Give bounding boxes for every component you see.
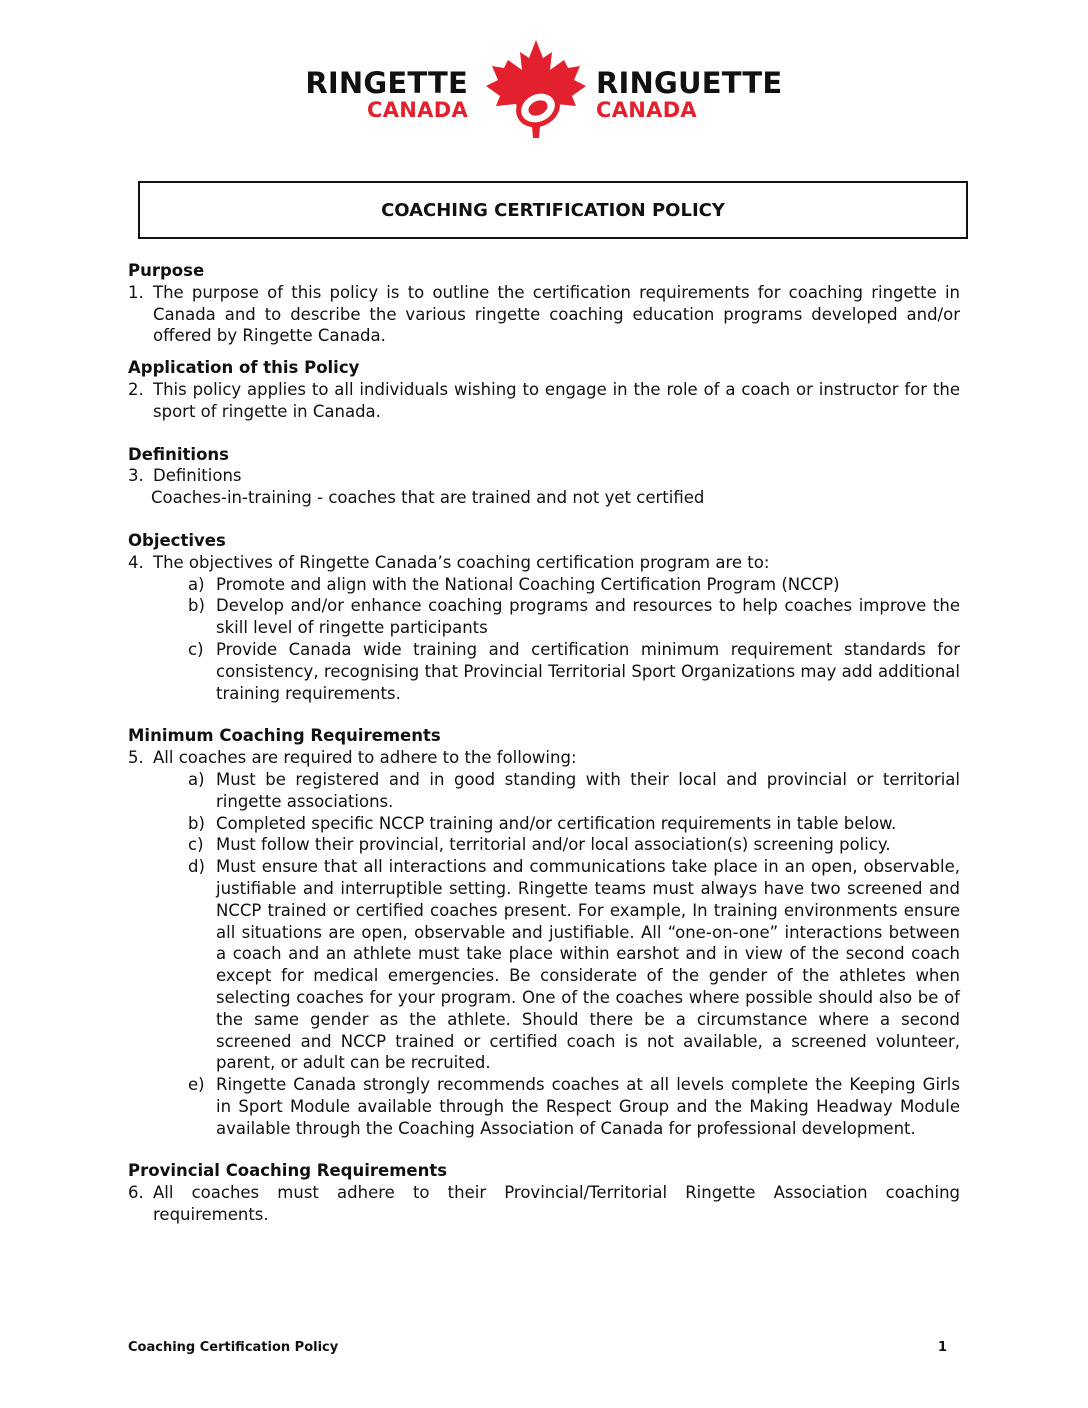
clause-6 [128, 1182, 960, 1226]
clause-4 [128, 552, 960, 574]
clause-text: The objectives of Ringette Canada’s coaching certification program are to: [153, 552, 770, 572]
list-item [128, 813, 960, 835]
clause-number: 4. [128, 552, 144, 572]
item-letter: a) [188, 769, 205, 789]
logo-left-text [300, 68, 468, 122]
list-item [128, 639, 960, 704]
clause-text: This policy applies to all individuals wishing to engage in the role of a coach or instructor for the sport of ringette in Canada. [153, 379, 960, 421]
clause-number: 5. [128, 748, 144, 768]
list-item [128, 595, 960, 639]
section-heading-definitions: Definitions [128, 444, 229, 464]
item-text: Must be registered and in good standing with their local and provincial or territorial ringette associations. [216, 769, 960, 811]
logo-right-text [596, 68, 796, 122]
section-heading-application: Application of this Policy [128, 358, 360, 378]
item-letter: c) [188, 835, 204, 855]
logo-left-sub: CANADA [367, 98, 468, 122]
logo-right-word: RINGUETTE [596, 66, 783, 100]
item-text: Develop and/or enhance coaching programs and resources to help coaches improve the skill level of ringette participants [216, 596, 960, 638]
item-letter: b) [188, 596, 205, 616]
logo-right-sub: CANADA [596, 98, 697, 122]
clause-3 [128, 465, 960, 487]
list-item [128, 834, 960, 856]
clause-text: The purpose of this policy is to outline the certification requirements for coaching ringette in Canada and to describe the various ringette coaching education programs developed and/or offered by Ringette Canada. [153, 282, 960, 346]
clause-text: All coaches must adhere to their Provincial/Territorial Ringette Association coaching requirements. [153, 1183, 960, 1225]
item-letter: a) [188, 574, 205, 594]
definition-line: Coaches-in-training - coaches that are trained and not yet certified [151, 488, 705, 508]
ringette-canada-logo [0, 38, 1088, 142]
item-text: Must follow their provincial, territorial and/or local association(s) screening policy. [216, 835, 891, 855]
item-text: Must ensure that all interactions and communications take place in an open, observable, justifiable and interruptible setting. Ringette teams must always have two screened and NCCP trained or certified coaches present. For example, In training environments ensure all situations are open, observable and justifiable. All “one-on-one” interactions between a coach and an athlete must take place within earshot and in view of the second coach except for medical emergencies. Be considerate of the gender of the athletes when selecting coaches for your program. One of the coaches where possible should also be of the same gender as the athlete. Should there be a circumstance where a second screened and NCCP trained or certified coach is not available, a screened volunteer, parent, or adult can be recruited. [216, 857, 960, 1073]
page-title: COACHING CERTIFICATION POLICY [381, 199, 725, 221]
clause-text: Definitions [153, 466, 242, 486]
clause-text: All coaches are required to adhere to the following: [153, 748, 577, 768]
item-letter: c) [188, 639, 204, 659]
item-text: Completed specific NCCP training and/or certification requirements in table below. [216, 813, 897, 833]
clause-5 [128, 747, 960, 769]
item-letter: e) [188, 1075, 205, 1095]
item-text: Ringette Canada strongly recommends coaches at all levels complete the Keeping Girls in Sport Module available through the Respect Group and the Making Headway Module available through the Coaching Association of Canada for professional development. [216, 1075, 960, 1138]
item-text: Promote and align with the National Coaching Certification Program (NCCP) [216, 574, 840, 594]
list-item [128, 574, 960, 596]
item-letter: b) [188, 813, 205, 833]
clause-number: 3. [128, 466, 144, 486]
list-item [128, 769, 960, 813]
clause-number: 1. [128, 282, 144, 302]
clause-2 [128, 379, 960, 423]
clause-number: 2. [128, 379, 144, 399]
item-letter: d) [188, 857, 205, 877]
maple-leaf-ring-icon [476, 38, 596, 142]
section-heading-provincial: Provincial Coaching Requirements [128, 1161, 448, 1181]
list-item [128, 1074, 960, 1139]
logo-left-word: RINGETTE [305, 66, 468, 100]
section-heading-minimum: Minimum Coaching Requirements [128, 726, 441, 746]
list-item [128, 856, 960, 1074]
clause-number: 6. [128, 1183, 144, 1203]
title-box [138, 181, 968, 239]
policy-content [128, 260, 960, 1226]
page-number: 1 [938, 1340, 948, 1355]
item-text: Provide Canada wide training and certification minimum requirement standards for consistency, recognising that Provincial Territorial Sport Organizations may add additional training requirements. [216, 639, 960, 703]
clause-1 [128, 282, 960, 347]
section-heading-objectives: Objectives [128, 530, 226, 550]
footer-title: Coaching Certification Policy [128, 1340, 339, 1355]
section-heading-purpose: Purpose [128, 261, 205, 280]
